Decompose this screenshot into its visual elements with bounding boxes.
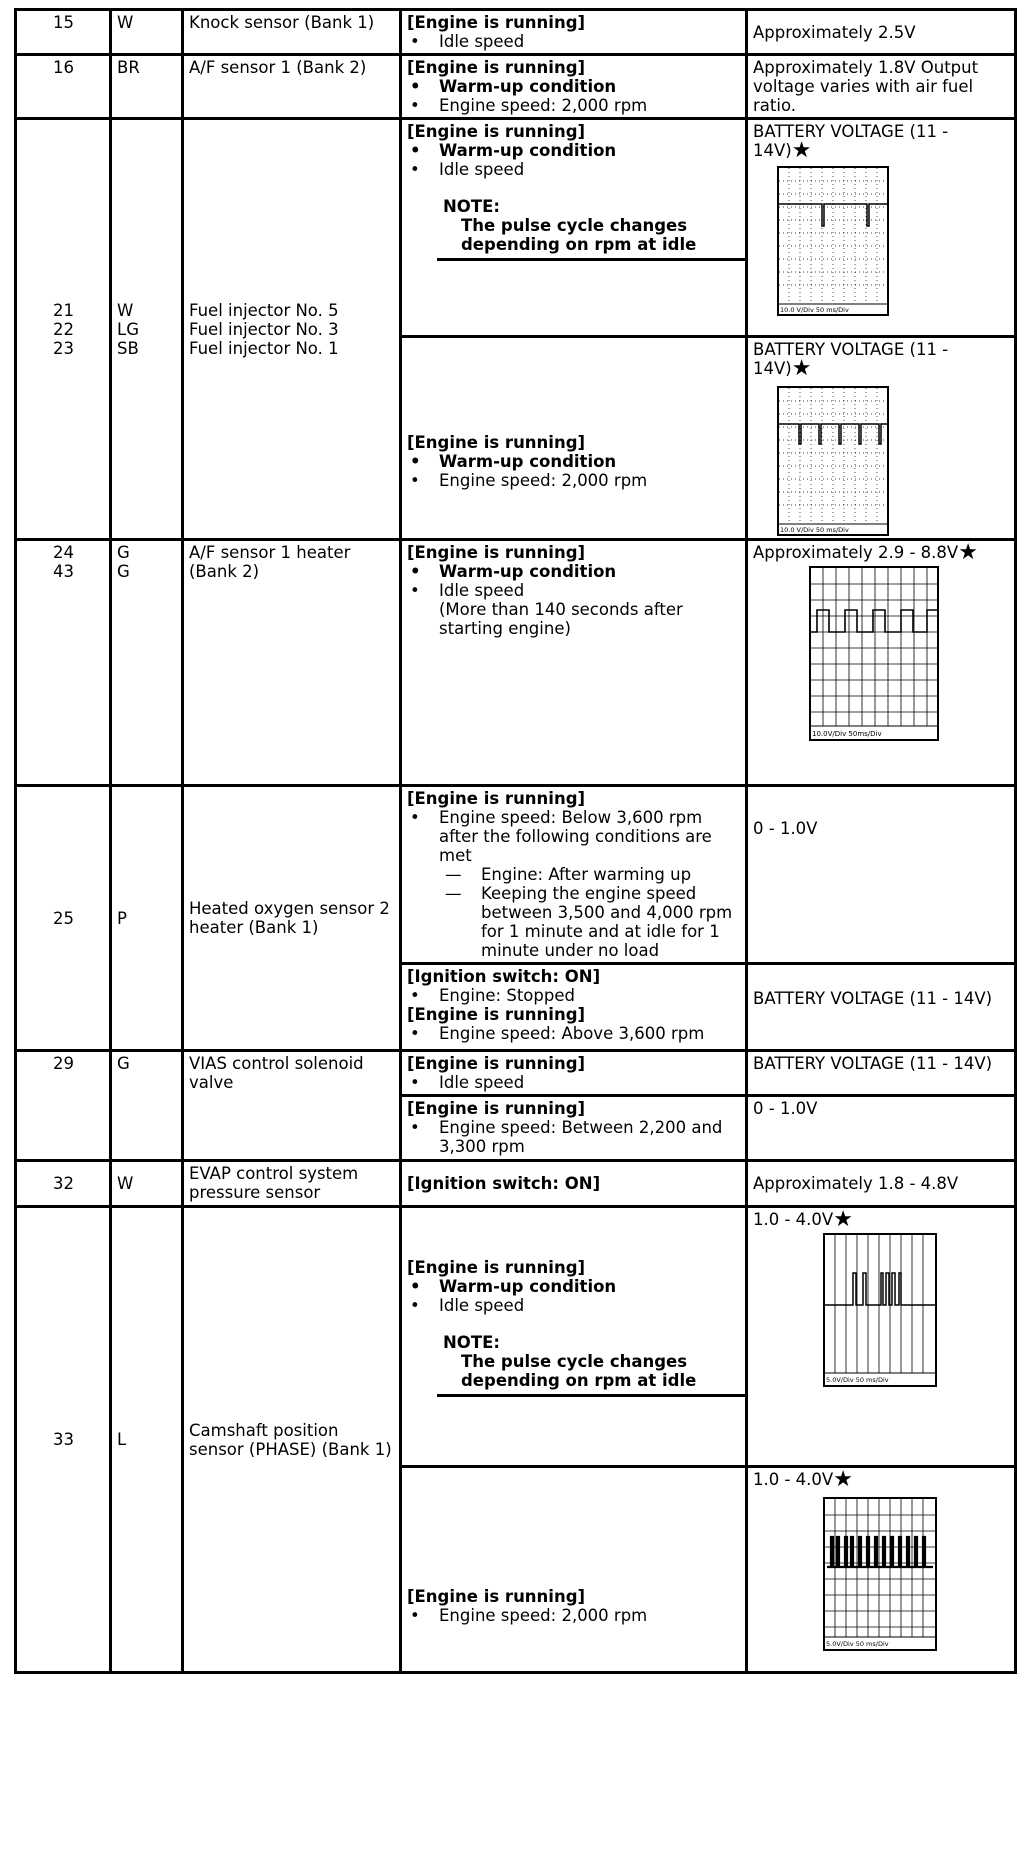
voltage-value: BATTERY VOLTAGE (11 - 14V)	[747, 964, 1016, 1051]
item-name: A/F sensor 1 heater (Bank 2)	[183, 540, 401, 786]
condition-heading: [Engine is running]	[407, 1099, 586, 1118]
sub-condition: — Engine: After warming up	[407, 865, 741, 884]
voltage-value: 0 - 1.0V	[747, 1096, 1016, 1161]
condition-item: • Warm-up condition	[407, 562, 741, 581]
condition	[401, 119, 747, 337]
item-name: EVAP control system pressure sensor	[183, 1161, 401, 1207]
wire-color: G G	[111, 540, 183, 786]
condition-item: • Idle speed	[407, 32, 741, 51]
condition-heading: [Ignition switch: ON]	[407, 967, 601, 986]
oscilloscope-waveform	[823, 1497, 1010, 1651]
scope-scale: 5.0V/Div 50 ms/Div	[826, 1376, 889, 1384]
item-name: Heated oxygen sensor 2 heater (Bank 1)	[183, 786, 401, 1051]
voltage-text: BATTERY VOLTAGE (11 - 14V)	[753, 340, 949, 378]
item-name: Fuel injector No. 5 Fuel injector No. 3 Fuel injector No. 1	[183, 119, 401, 540]
condition-item: • Engine speed: Above 3,600 rpm	[407, 1024, 741, 1043]
item-name: Knock sensor (Bank 1)	[183, 10, 401, 55]
terminal-number: 16	[16, 55, 111, 119]
note-title: NOTE:	[443, 1333, 500, 1352]
voltage-value: 0 - 1.0V	[747, 786, 1016, 964]
sub-condition: — Keeping the engine speed between 3,500 and 4,000 rpm for 1 minute and at idle for 1 minute under no load	[407, 884, 741, 960]
star-icon: ★	[791, 356, 812, 381]
condition	[401, 786, 747, 964]
condition-heading: [Engine is running]	[407, 1587, 586, 1606]
voltage-value: Approximately 1.8V Output voltage varies with air fuel ratio.	[747, 55, 1016, 119]
voltage-value	[747, 1207, 1016, 1467]
item-name: VIAS control solenoid valve	[183, 1051, 401, 1161]
note-title: NOTE:	[443, 197, 500, 216]
scope-scale: 10.0 V/Div 50 ms/Div	[780, 526, 849, 534]
table-row	[16, 55, 1016, 119]
oscilloscope-waveform	[809, 566, 1010, 741]
table-row	[16, 540, 1016, 786]
note-body: The pulse cycle changes depending on rpm at idle	[461, 1352, 697, 1390]
condition-item: • Warm-up condition	[407, 452, 741, 471]
condition	[401, 55, 747, 119]
condition	[401, 1467, 747, 1673]
terminal-number: 29	[16, 1051, 111, 1161]
star-icon: ★	[958, 540, 978, 565]
table-row	[16, 1051, 1016, 1096]
wire-color: L	[111, 1207, 183, 1673]
star-icon: ★	[833, 1207, 853, 1232]
table-row	[16, 1161, 1016, 1207]
condition	[401, 1207, 747, 1467]
voltage-value	[747, 119, 1016, 337]
condition-item: • Idle speed	[407, 160, 741, 179]
condition-item: • Engine speed: Below 3,600 rpm after the following conditions are met	[407, 808, 741, 865]
condition	[401, 337, 747, 540]
condition-heading: [Engine is running]	[407, 1258, 586, 1277]
voltage-value	[747, 337, 1016, 540]
scope-scale: 5.0V/Div 50 ms/Div	[826, 1640, 889, 1648]
condition-item-text: Idle speed	[439, 581, 525, 600]
condition-item: • Engine speed: 2,000 rpm	[407, 471, 741, 490]
condition	[401, 964, 747, 1051]
terminal-number: 32	[16, 1161, 111, 1207]
voltage-text: Approximately 2.9 - 8.8V	[753, 543, 959, 562]
condition-heading: [Engine is running]	[407, 58, 586, 77]
item-name: Camshaft position sensor (PHASE) (Bank 1)	[183, 1207, 401, 1673]
wire-color: G	[111, 1051, 183, 1161]
voltage-value: BATTERY VOLTAGE (11 - 14V)	[747, 1051, 1016, 1096]
terminal-table	[14, 8, 1017, 1674]
voltage-text: 1.0 - 4.0V	[753, 1210, 834, 1229]
condition-item: • Warm-up condition	[407, 77, 741, 96]
oscilloscope-waveform	[777, 386, 1010, 536]
table-row	[16, 119, 1016, 337]
condition	[401, 540, 747, 786]
voltage-value	[747, 1467, 1016, 1673]
terminal-number: 21 22 23	[16, 119, 111, 540]
condition-item: • Warm-up condition	[407, 1277, 741, 1296]
note-box	[437, 193, 747, 261]
condition-item: • Engine speed: 2,000 rpm	[407, 1606, 741, 1625]
table-row	[16, 786, 1016, 964]
wire-color: BR	[111, 55, 183, 119]
condition	[401, 1051, 747, 1096]
voltage-text: BATTERY VOLTAGE (11 - 14V)	[753, 122, 949, 160]
item-name: A/F sensor 1 (Bank 2)	[183, 55, 401, 119]
condition-heading: [Engine is running]	[407, 789, 586, 808]
condition	[401, 1096, 747, 1161]
condition-item: • Idle speed	[407, 1296, 741, 1315]
wire-color: W	[111, 10, 183, 55]
terminal-number: 24 43	[16, 540, 111, 786]
wire-color: W LG SB	[111, 119, 183, 540]
condition-item	[407, 581, 741, 638]
table-row	[16, 10, 1016, 55]
note-box	[437, 1329, 747, 1397]
oscilloscope-waveform	[777, 166, 1010, 316]
terminal-number: 33	[16, 1207, 111, 1673]
condition-note: (More than 140 seconds after starting engine)	[439, 600, 683, 638]
oscilloscope-waveform	[823, 1233, 1010, 1387]
table-row	[16, 1207, 1016, 1467]
condition-item: • Engine speed: Between 2,200 and 3,300 rpm	[407, 1118, 741, 1156]
condition-heading: [Engine is running]	[407, 122, 586, 141]
condition-heading: [Engine is running]	[407, 13, 586, 32]
note-body: The pulse cycle changes depending on rpm at idle	[461, 216, 697, 254]
scope-scale: 10.0V/Div 50ms/Div	[812, 730, 882, 738]
voltage-value	[747, 540, 1016, 786]
condition-item: • Engine: Stopped	[407, 986, 741, 1005]
scope-scale: 10.0 V/Div 50 ms/Div	[780, 306, 849, 314]
wire-color: P	[111, 786, 183, 1051]
condition-item: • Idle speed	[407, 1073, 741, 1092]
star-icon: ★	[833, 1467, 853, 1492]
condition	[401, 10, 747, 55]
condition-heading: [Engine is running]	[407, 543, 586, 562]
wire-color: W	[111, 1161, 183, 1207]
condition-heading: [Engine is running]	[407, 1005, 586, 1024]
condition-item: • Warm-up condition	[407, 141, 741, 160]
condition-heading: [Ignition switch: ON]	[401, 1161, 747, 1207]
condition-item: • Engine speed: 2,000 rpm	[407, 96, 741, 115]
condition-heading: [Engine is running]	[407, 433, 586, 452]
star-icon: ★	[791, 138, 812, 163]
condition-heading: [Engine is running]	[407, 1054, 586, 1073]
voltage-text: 1.0 - 4.0V	[753, 1470, 834, 1489]
terminal-number: 25	[16, 786, 111, 1051]
voltage-value: Approximately 2.5V	[747, 10, 1016, 55]
terminal-number: 15	[16, 10, 111, 55]
voltage-value: Approximately 1.8 - 4.8V	[747, 1161, 1016, 1207]
